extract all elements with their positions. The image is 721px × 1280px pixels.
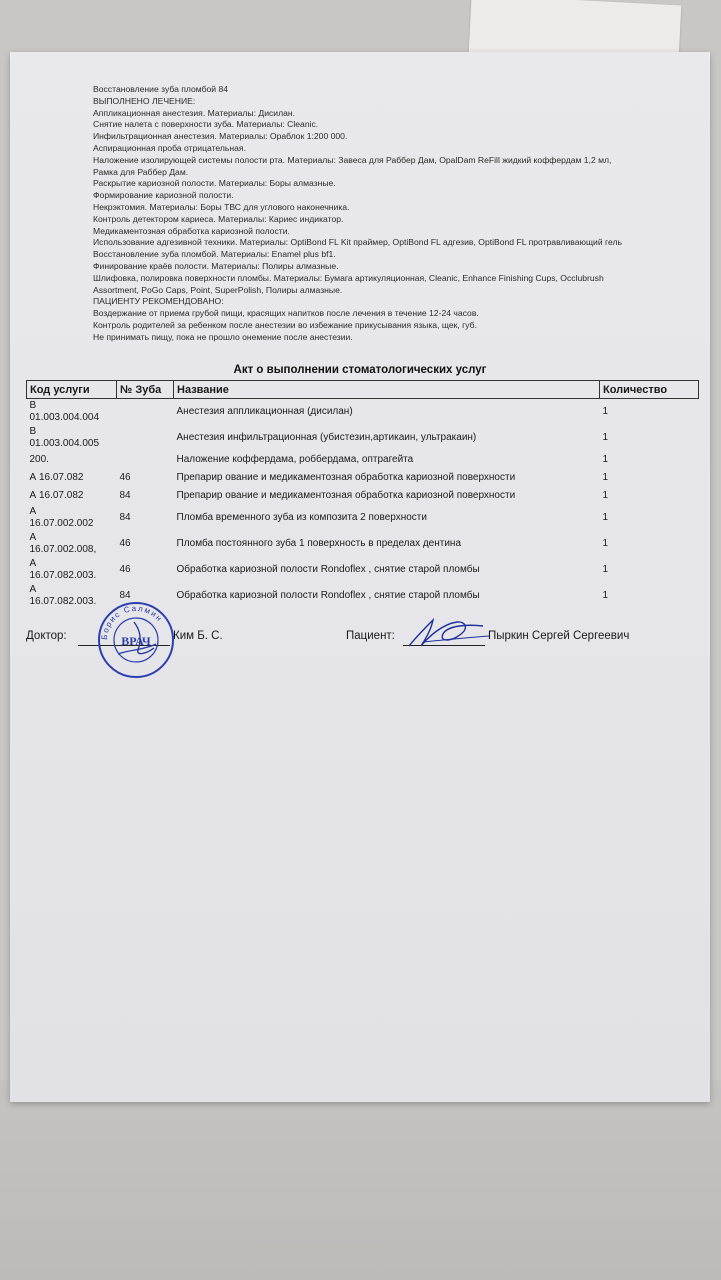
cell-name: Пломба постоянного зуба 1 поверхность в пределах дентина [176, 537, 462, 549]
note-line: Восстановление зуба пломбой. Материалы: Enamel plus bf1. [93, 249, 336, 260]
header-code: Код услуги [27, 381, 117, 399]
table-row [27, 399, 699, 426]
cell-tooth [117, 425, 174, 451]
cell-qty: 1 [602, 589, 609, 601]
note-line: Финирование краёв полости. Материалы: Полиры алмазные. [93, 260, 339, 271]
services-table [26, 380, 699, 609]
cell-name: Анестезия аппликационная (дисилан) [176, 405, 353, 417]
cell-qty: 1 [602, 489, 609, 501]
table-row [27, 557, 699, 583]
note-line: Снятие налета с поверхности зуба. Материалы: Cleanic. [93, 119, 319, 130]
note-line: Использование адгезивной техники. Материалы: OptiBond FL Kit праймер, OptiBond FL адгезив, OptiBond FL протравливающий гель [93, 237, 622, 248]
stamp-center-text: ВРАЧ [121, 634, 151, 648]
cell-tooth: 84 [119, 589, 131, 601]
cell-qty: 1 [602, 563, 609, 575]
cell-qty: 1 [602, 453, 609, 465]
cell-qty: 1 [602, 511, 609, 523]
cell-code: В 01.003.004.005 [29, 425, 100, 449]
note-line: Assortment, PoGo Caps, Point, SuperPolish, Полиры алмазные. [93, 284, 343, 295]
patient-label: Пациент: [346, 630, 395, 642]
note-line: Формирование кариозной полости. [93, 190, 234, 201]
note-line: Аспирационная проба отрицательная. [93, 142, 246, 153]
table-row [27, 451, 699, 469]
note-line: Контроль детектором кариеса. Материалы: Кариес индикатор. [93, 213, 344, 224]
act-title: Акт о выполнении стоматологических услуг [233, 364, 487, 376]
note-line: Аппликационная анестезия. Материалы: Дисилан. [93, 107, 296, 118]
patient-signature-icon [403, 616, 493, 650]
cell-tooth: 46 [119, 563, 131, 575]
cell-qty: 1 [602, 471, 609, 483]
note-line: Восстановление зуба пломбой 84 [93, 84, 229, 94]
note-line: Шлифовка, полировка поверхности пломбы. Материалы: Бумага артикуляционная, Cleanic, Enhance Finishing Cups, Occlubrush [93, 272, 604, 283]
table-row [27, 469, 699, 487]
cell-code: А 16.07.002.008, [29, 531, 97, 555]
cell-code: В 01.003.004.004 [29, 399, 100, 423]
note-line: Не принимать пищу, пока не прошло онемение после анестезии. [93, 331, 353, 342]
note-line: Некрэктомия. Материалы: Боры ТВС для углового наконечника. [93, 201, 350, 212]
cell-name: Препарир ование и медикаментозная обработка кариозной поверхности [176, 489, 516, 501]
cell-code: А 16.07.082 [29, 489, 84, 501]
cell-code: А 16.07.082 [29, 471, 84, 483]
note-line: Медикаментозная обработка кариозной полости. [93, 225, 290, 236]
note-line: Контроль родителей за ребенком после анестезии во избежание прикусывания языка, щек, губ. [93, 319, 477, 330]
stamp-ring-text: Борис Салмин [99, 603, 165, 641]
note-line: ПАЦИЕНТУ РЕКОМЕНДОВАНО: [93, 296, 224, 307]
desk-surface [0, 1080, 721, 1280]
cell-code: А 16.07.082.003. [29, 583, 97, 607]
header-qty: Количество [600, 381, 699, 399]
cell-qty: 1 [602, 537, 609, 549]
table-row [27, 505, 699, 531]
cell-tooth [117, 399, 174, 426]
cell-qty: 1 [602, 431, 609, 443]
note-line: Воздержание от приема грубой пищи, красящих напитков после лечения в течение 12-24 часов. [93, 308, 479, 319]
cell-name: Препарир ование и медикаментозная обработка кариозной поверхности [176, 471, 516, 483]
cell-code: А 16.07.002.002 [29, 505, 94, 529]
table-row [27, 531, 699, 557]
cell-tooth: 84 [119, 511, 131, 523]
table-row [27, 425, 699, 451]
header-name: Название [174, 381, 600, 399]
cell-name: Анестезия инфильтрационная (убистезин,артикаин, ультракаин) [176, 431, 477, 443]
table-row [27, 487, 699, 505]
note-line: ВЫПОЛНЕНО ЛЕЧЕНИЕ: [93, 95, 196, 106]
note-line: Инфильтрационная анестезия. Материалы: Ораблок 1:200 000. [93, 131, 348, 142]
cell-name: Наложение коффердама, роббердама, оптрагейта [176, 453, 414, 465]
cell-tooth [117, 451, 174, 469]
note-line: Рамка для Раббер Дам. [93, 166, 189, 177]
note-line: Наложение изолирующей системы полости рта. Материалы: Завеса для Раббер Дам, OpalDam ReFill жидкий коффердам 1,2 мл, [93, 154, 612, 165]
patient-name: Пыркин Сергей Сергеевич [488, 630, 630, 642]
note-line: Раскрытие кариозной полости. Материалы: Боры алмазные. [93, 178, 336, 189]
cell-tooth: 46 [119, 471, 131, 483]
cell-tooth: 46 [119, 537, 131, 549]
cell-qty: 1 [602, 405, 609, 417]
doctor-label: Доктор: [26, 630, 67, 642]
table-body [27, 399, 699, 610]
cell-name: Обработка кариозной полости Rondoflex , снятие старой пломбы [176, 563, 480, 575]
treatment-notes [93, 84, 693, 344]
doctor-stamp [96, 600, 176, 680]
cell-name: Пломба временного зуба из композита 2 поверхности [176, 511, 427, 523]
cell-tooth: 84 [119, 489, 131, 501]
table-header-row [27, 381, 699, 399]
document-page [10, 52, 710, 1102]
header-tooth: № Зуба [117, 381, 174, 399]
doctor-name: Ким Б. С. [173, 630, 223, 642]
cell-code: А 16.07.082.003. [29, 557, 97, 581]
cell-name: Обработка кариозной полости Rondoflex , снятие старой пломбы [176, 589, 480, 601]
cell-code: 200. [29, 453, 49, 465]
